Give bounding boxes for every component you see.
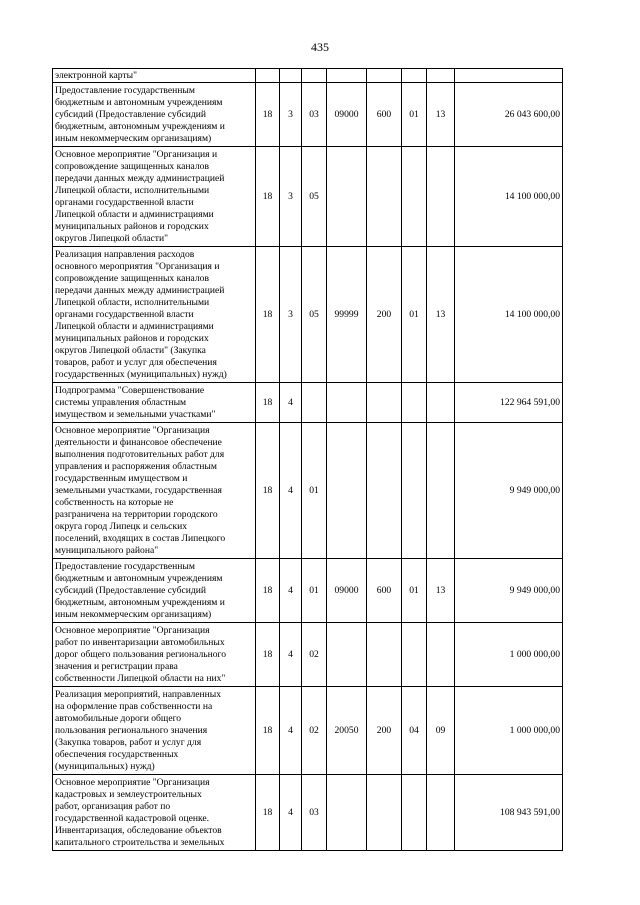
row-amount: 122 964 591,00 [455,383,563,423]
row-code-c4: 09000 [327,559,367,623]
budget-table [52,68,563,851]
row-code-c6: 01 [402,83,427,147]
row-amount: 9 949 000,00 [455,423,563,559]
row-code-c7: 09 [427,687,455,775]
row-amount: 14 100 000,00 [455,147,563,247]
row-code-c5 [367,775,402,851]
row-code-c7 [427,383,455,423]
row-code-c6: 01 [402,559,427,623]
row-description: Реализация мероприятий, направленных на оформление прав собственности на автомобильные дороги общего пользования регионального значения (Закупка товаров, работ и услуг для обеспечения государственных (муниципальных) нужд) [53,687,256,775]
row-amount: 26 043 600,00 [455,83,563,147]
table-row [53,559,563,623]
table-body [53,69,563,851]
row-code-c3: 01 [302,423,327,559]
row-code-c2: 4 [280,383,302,423]
row-code-c3: 02 [302,687,327,775]
row-code-c5: 200 [367,687,402,775]
row-amount: 9 949 000,00 [455,559,563,623]
row-code-c6 [402,623,427,687]
row-code-c5 [367,623,402,687]
table-row [53,423,563,559]
row-description: Основное мероприятие "Организация и сопровождение защищенных каналов передачи данных между администрацией Липецкой области, исполнительными органами государственной власти Липецкой области и администрациями муниципальных районов и городских округов Липецкой области" [53,147,256,247]
row-description: Подпрограмма "Совершенствование системы управления областным имуществом и земельными участками" [53,383,256,423]
row-code-c2: 4 [280,559,302,623]
row-code-c2: 3 [280,247,302,383]
row-code-c2: 3 [280,83,302,147]
row-description: Предоставление государственным бюджетным и автономным учреждениям субсидий (Предоставление субсидий бюджетным, автономным учреждениям и иным некоммерческим организациям) [53,559,256,623]
row-code-c4 [327,623,367,687]
row-description: электронной карты" [53,69,256,83]
row-code-c5 [367,383,402,423]
row-description: Реализация направления расходов основного мероприятия "Организация и сопровождение защищенных каналов передачи данных между администрацией Липецкой области, исполнительными органами государственной власти Липецкой области и администрациями муниципальных районов и городских округов Липецкой области" (Закупка товаров, работ и услуг для обеспечения государственных (муниципальных) нужд) [53,247,256,383]
row-code-c1: 18 [256,687,280,775]
row-code-c7 [427,623,455,687]
row-code-c6 [402,69,427,83]
row-code-c3: 03 [302,83,327,147]
row-code-c6: 01 [402,247,427,383]
row-code-c5 [367,147,402,247]
row-code-c7 [427,423,455,559]
row-code-c3 [302,383,327,423]
row-description: Основное мероприятие "Организация кадастровых и землеустроительных работ, организация работ по государственной кадастровой оценке. Инвентаризация, обследование объектов капитального строительства и земельных [53,775,256,851]
row-amount: 1 000 000,00 [455,623,563,687]
row-code-c1: 18 [256,559,280,623]
row-code-c2 [280,69,302,83]
row-code-c4 [327,69,367,83]
table-row [53,247,563,383]
row-description: Основное мероприятие "Организация работ по инвентаризации автомобильных дорог общего пользования регионального значения и регистрации права собственности Липецкой области на них" [53,623,256,687]
row-code-c3: 01 [302,559,327,623]
row-code-c7 [427,147,455,247]
row-code-c2: 3 [280,147,302,247]
row-code-c2: 4 [280,423,302,559]
row-amount: 108 943 591,00 [455,775,563,851]
table-row [53,69,563,83]
row-code-c5: 600 [367,83,402,147]
page-number: 435 [311,40,329,54]
row-code-c5: 200 [367,247,402,383]
row-code-c4: 20050 [327,687,367,775]
row-code-c1: 18 [256,383,280,423]
row-code-c4 [327,383,367,423]
row-code-c3: 03 [302,775,327,851]
row-code-c5 [367,69,402,83]
row-code-c2: 4 [280,687,302,775]
row-code-c4: 09000 [327,83,367,147]
table-row [53,383,563,423]
row-code-c2: 4 [280,623,302,687]
table-row [53,687,563,775]
row-code-c1: 18 [256,247,280,383]
row-code-c1: 18 [256,775,280,851]
row-code-c7: 13 [427,247,455,383]
row-code-c1 [256,69,280,83]
row-code-c4 [327,775,367,851]
row-code-c5 [367,423,402,559]
row-code-c7 [427,69,455,83]
row-description: Основное мероприятие "Организация деятельности и финансовое обеспечение выполнения подготовительных работ для управления и распоряжения областным государственным имуществом и земельными участками, государственная собственность на которые не разграничена на территории городского округа город Липецк и сельских поселений, входящих в состав Липецкого муниципального района" [53,423,256,559]
row-code-c4 [327,147,367,247]
row-code-c7: 13 [427,559,455,623]
row-code-c6 [402,423,427,559]
row-code-c6 [402,775,427,851]
table-row [53,83,563,147]
row-code-c3: 05 [302,147,327,247]
row-code-c1: 18 [256,147,280,247]
row-code-c1: 18 [256,423,280,559]
row-code-c3: 02 [302,623,327,687]
row-code-c7 [427,775,455,851]
row-description: Предоставление государственным бюджетным и автономным учреждениям субсидий (Предоставление субсидий бюджетным, автономным учреждениям и иным некоммерческим организациям) [53,83,256,147]
row-code-c5: 600 [367,559,402,623]
row-code-c1: 18 [256,83,280,147]
table-row [53,775,563,851]
row-code-c3 [302,69,327,83]
row-code-c1: 18 [256,623,280,687]
table-row [53,147,563,247]
row-code-c6 [402,147,427,247]
row-code-c4 [327,423,367,559]
row-amount: 1 000 000,00 [455,687,563,775]
row-code-c6 [402,383,427,423]
row-code-c2: 4 [280,775,302,851]
row-amount: 14 100 000,00 [455,247,563,383]
row-code-c3: 05 [302,247,327,383]
row-code-c4: 99999 [327,247,367,383]
row-code-c7: 13 [427,83,455,147]
table-row [53,623,563,687]
row-amount [455,69,563,83]
row-code-c6: 04 [402,687,427,775]
